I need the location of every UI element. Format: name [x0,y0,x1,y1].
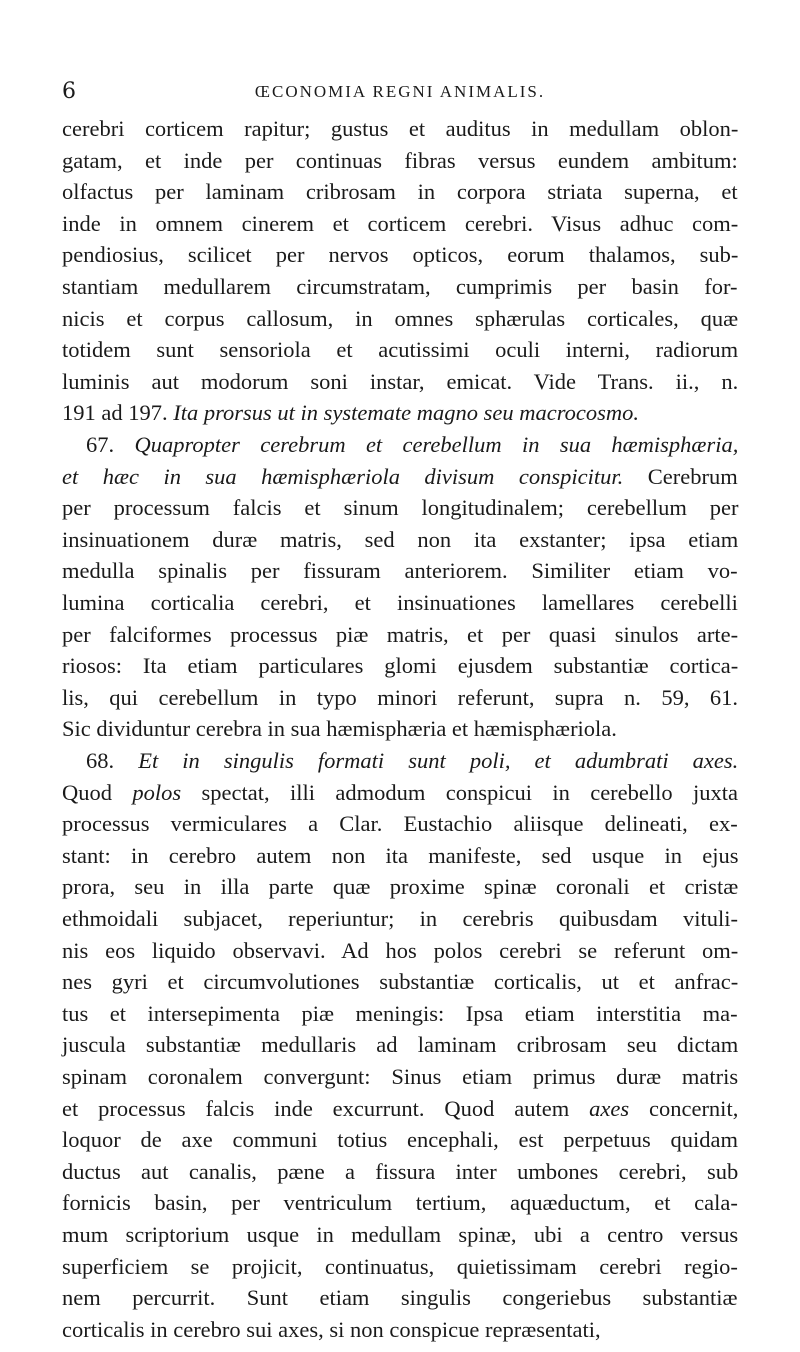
text-line: corticalis in cerebro sui axes, si non conspicue repræsentati, [62,1316,601,1342]
text-line: medulla spinalis per fissuram anteriorem. Similiter etiam vo- [62,558,738,584]
text-line: fornicis basin, per ventriculum tertium, aquæductum, et cala- [62,1190,738,1216]
text-line: lumina corticalia cerebri, et insinuationes lamellares cerebelli [62,590,738,615]
text-line: ductus aut canalis, pæne a fissura inter umbones cerebri, sub [62,1158,739,1184]
text-line: Sic dividuntur cerebra in sua hæmisphæria et hæmisphæriola. [62,716,617,742]
text-line: Quod polos spectat, illi admodum conspicui in cerebello juxta [62,779,739,805]
text-line: per falciformes processus piæ matris, et per quasi sinulos arte- [62,621,739,647]
section-68-start: 68. Et in singulis formati sunt poli, et adumbrati axes. [86,748,739,773]
section-67-start: 67. Quapropter cerebrum et cerebellum in sua hæmisphæria, [86,432,739,457]
section-heading-italic: Quapropter cerebrum et cerebellum in sua hæmisphæria, [134,432,739,457]
text-line: processus vermiculares a Clar. Eustachio aliisque delineati, ex- [62,811,738,837]
italic-word: axes [589,1095,630,1121]
text-line: gatam, et inde per continuas fibras versus eundem ambitum: [62,147,738,173]
text-line: nicis et corpus callosum, in omnes sphærulas corticales, quæ [62,305,739,331]
section-heading-italic: et hæc in sua hæmisphæriola divisum conspicitur. [62,463,624,489]
text-line: nem percurrit. Sunt etiam singulis congeriebus substantiæ [62,1285,738,1311]
text-line: inde in omnem cinerem et corticem cerebri. Visus adhuc com- [62,210,739,236]
text-line: 191 ad 197. Ita prorsus ut in systemate magno seu macrocosmo. [62,400,640,426]
text-line: prora, seu in illa parte quæ proxime spinæ coronali et cristæ [62,874,739,900]
text-line: nes gyri et circumvolutiones substantiæ corticalis, ut et anfrac- [62,969,739,995]
text-line: et hæc in sua hæmisphæriola divisum conspicitur. Cerebrum [62,463,738,489]
section-heading-italic: Et in singulis formati sunt poli, et adumbrati axes. [138,748,739,773]
text-line: totidem sunt sensoriola et acutissimi oculi interni, radiorum [62,337,739,363]
text-line: spinam coronalem convergunt: Sinus etiam primus duræ matris [62,1064,739,1089]
text-line: nis eos liquido observavi. Ad hos polos cerebri se referunt om- [62,937,739,963]
text-line: mum scriptorium usque in medullam spinæ, ubi a centro versus [62,1222,739,1247]
text-line: pendiosius, scilicet per nervos opticos, eorum thalamos, sub- [62,242,739,268]
text-line: loquor de axe communi totius encephali, est perpetuus quidam [62,1127,738,1153]
italic-phrase: Ita prorsus ut in systemate magno seu macrocosmo. [173,400,640,426]
text-line: ethmoidali subjacet, reperiuntur; in cerebris quibusdam vituli- [62,906,738,931]
running-head: ŒCONOMIA REGNI ANIMALIS. [254,82,546,101]
text-line: per processum falcis et sinum longitudinalem; cerebellum per [62,495,739,521]
italic-word: polos [132,779,182,805]
text-line: stant: in cerebro autem non ita manifeste, sed usque in ejus [62,842,739,868]
text-line: stantiam medullarem circumstratam, cumprimis per basin for- [62,274,738,299]
text-line: tus et intersepimenta piæ meningis: Ipsa etiam interstitia ma- [62,1000,738,1026]
text-line: riosos: Ita etiam particulares glomi ejusdem substantiæ cortica- [62,653,739,679]
text-line: lis, qui cerebellum in typo minori referunt, supra n. 59, 61. [62,684,739,710]
page-number: 6 [62,79,76,104]
text-line: olfactus per laminam cribrosam in corpora striata superna, et [62,179,738,205]
text-line: insinuationem duræ matris, sed non ita exstanter; ipsa etiam [62,526,739,552]
text-line: cerebri corticem rapitur; gustus et auditus in medullam oblon- [62,116,739,141]
text-line: juscula substantiæ medullaris ad laminam cribrosam seu dictam [62,1032,739,1058]
text-line: et processus falcis inde excurrunt. Quod autem axes concernit, [62,1095,739,1121]
text-line: superficiem se projicit, continuatus, quietissimam cerebri regio- [62,1253,738,1279]
text-line: luminis aut modorum soni instar, emicat. Vide Trans. ii., n. [62,368,739,394]
